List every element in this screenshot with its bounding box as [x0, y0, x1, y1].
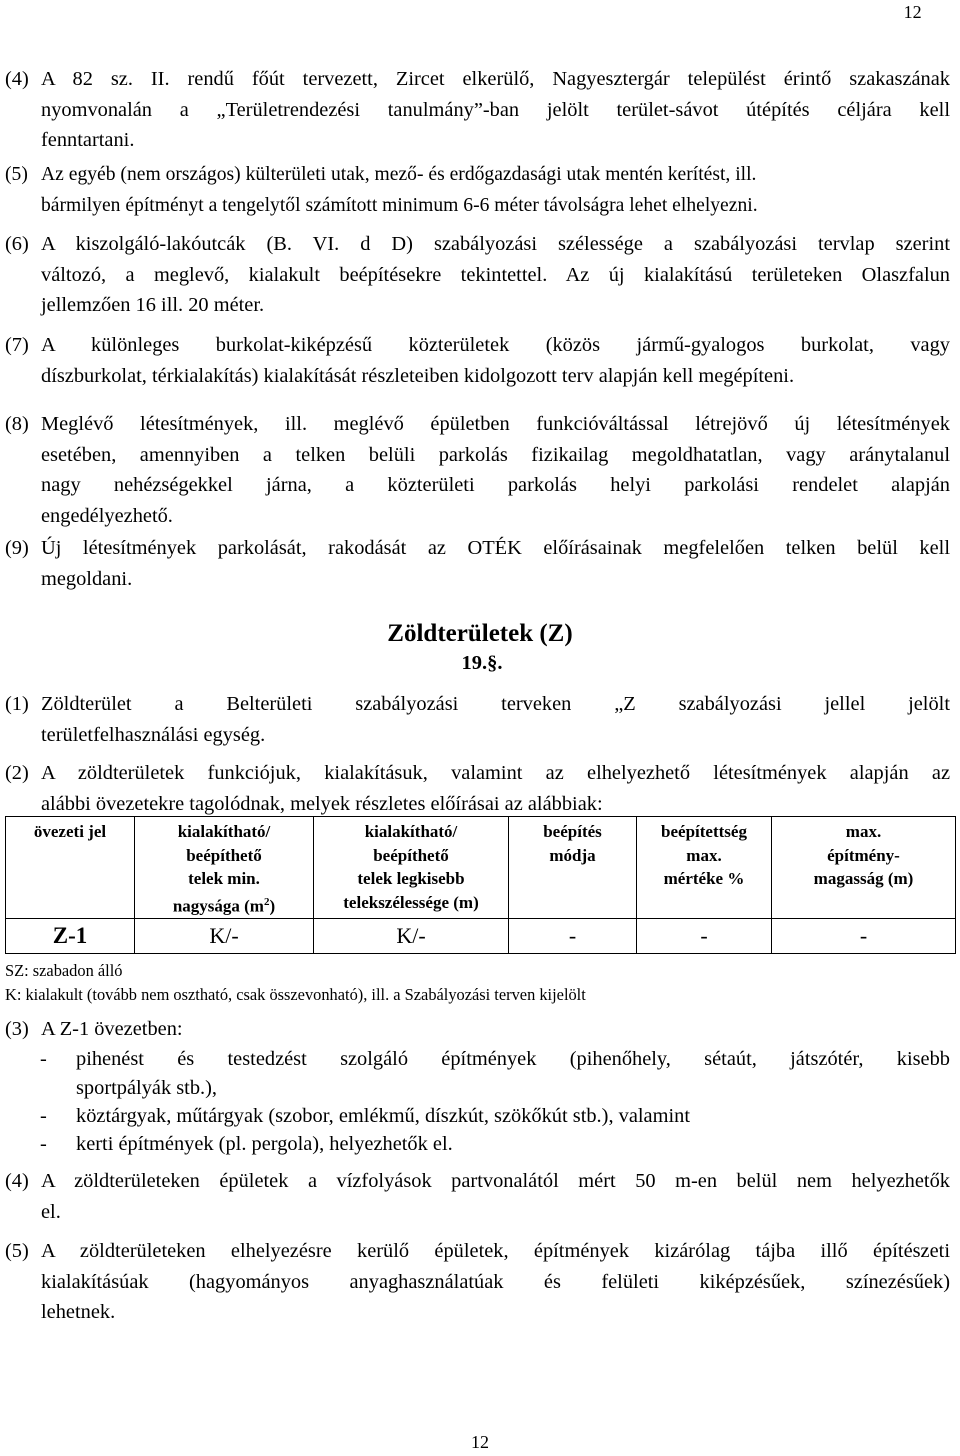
- paragraph-1-green-area: [5, 689, 950, 750]
- header-line: módja: [549, 845, 596, 865]
- list-item: [40, 1130, 950, 1159]
- zone-regulation-table: [5, 816, 956, 954]
- paragraph-number: (6): [5, 233, 29, 255]
- header-zone-code: [6, 817, 135, 919]
- paragraph-2-zones: [5, 758, 950, 819]
- cell-building-mode: -: [509, 918, 637, 953]
- paragraph-7-special-paving: [5, 330, 950, 391]
- paragraph-line: díszburkolat, térkialakítás) kialakítását részleteiben kidolgozott terv alapján kell megépíteni.: [41, 364, 795, 387]
- header-line: telekszélessége (m): [343, 892, 479, 912]
- header-line: beépítettség: [661, 822, 747, 841]
- header-line: [139, 891, 309, 918]
- list-item: [40, 1045, 950, 1102]
- header-min-lot-width: [314, 817, 509, 919]
- paragraph-line: Új létesítmények parkolását, rakodását az OTÉK előírásainak megfelelően telken belül kell: [41, 537, 950, 559]
- page-number-bottom: 12: [471, 1432, 489, 1452]
- header-line: építmény-: [827, 845, 900, 865]
- paragraph-line: Az egyéb (nem országos) külterületi utak, mező- és erdőgazdasági utak mentén kerítést, ill.: [41, 164, 757, 185]
- paragraph-4-watercourse: [5, 1166, 950, 1227]
- table-header-row: [6, 817, 956, 919]
- header-line: kialakítható/: [364, 822, 458, 841]
- paragraph-line: A különleges burkolat-kiképzésű közterületek (közös jármű-gyalogos burkolat, vagy: [41, 334, 950, 356]
- paragraph-number: (4): [5, 68, 29, 90]
- cell-max-height: -: [772, 918, 956, 953]
- header-building-mode: [509, 817, 637, 919]
- paragraph-line: nagy nehézségekkel járna, a közterületi parkolás helyi parkolási rendelet alapján: [41, 474, 950, 496]
- header-max-coverage: [637, 817, 772, 919]
- paragraph-line: A zöldterületek funkciójuk, kialakításuk, valamint az elhelyezhető létesítmények alapján az: [41, 762, 950, 784]
- header-text: ): [269, 896, 276, 916]
- paragraph-3-z1-zone: [5, 1014, 950, 1045]
- paragraph-line: kialakításúak (hagyományos anyaghasználatúak és felületi kiképzésűek, színezésűek): [41, 1270, 950, 1293]
- page-number-top: 12: [903, 2, 922, 22]
- cell-zone-code: Z-1: [6, 918, 135, 953]
- header-line: övezeti jel: [33, 822, 107, 841]
- list-line: pihenést és testedzést szolgáló építmények (pihenőhely, sétaút, játszótér, kisebb: [76, 1048, 950, 1070]
- header-line: max.: [686, 845, 722, 865]
- header-text: nagysága (m: [172, 896, 264, 916]
- paragraph-number: (2): [5, 762, 29, 784]
- paragraph-line: engedélyezhető.: [41, 504, 173, 527]
- paragraph-9-parking-new: [5, 533, 950, 594]
- paragraph-4-road-corridor: [5, 64, 950, 156]
- cell-min-lot-size: K/-: [135, 918, 314, 953]
- paragraph-6-residential-streets: [5, 229, 950, 321]
- header-line: mértéke %: [663, 869, 745, 888]
- header-line: magasság (m): [813, 869, 914, 888]
- paragraph-line: Zöldterület a Belterületi szabályozási terveken „Z szabályozási jellel jelölt: [41, 693, 950, 715]
- header-line: telek min.: [188, 869, 260, 888]
- list-line: kerti építmények (pl. pergola), helyezhetők el.: [76, 1133, 453, 1155]
- cell-max-coverage: -: [637, 918, 772, 953]
- header-line: beépítés: [543, 822, 602, 841]
- paragraph-line: A Z-1 övezetben:: [41, 1018, 183, 1040]
- paragraph-line: jellemzően 16 ill. 20 méter.: [41, 294, 265, 316]
- header-line: max.: [845, 822, 882, 841]
- table-note-k: K: kialakult (tovább nem osztható, csak összevonható), ill. a Szabályozási terven kijelölt: [5, 985, 586, 1004]
- section-title: Zöldterületek (Z): [387, 620, 573, 647]
- list-dash: -: [40, 1105, 47, 1127]
- paragraph-line: esetében, amennyiben a telken belüli parkolás fizikailag megoldhatatlan, vagy aránytalanul: [41, 443, 950, 466]
- paragraph-number: (4): [5, 1170, 29, 1192]
- header-max-height: [772, 817, 956, 919]
- paragraph-number: (7): [5, 334, 29, 356]
- paragraph-line: Meglévő létesítmények, ill. meglévő épületben funkcióváltással létrejövő új létesítmények: [41, 413, 950, 435]
- paragraph-number: (5): [5, 1240, 29, 1262]
- paragraph-line: területfelhasználási egység.: [41, 723, 266, 746]
- paragraph-line: megoldani.: [41, 567, 133, 590]
- list-dash: -: [40, 1048, 47, 1070]
- paragraph-line: A kiszolgáló-lakóutcák (B. VI. d D) szabályozási szélessége a szabályozási tervlap szerint: [41, 233, 950, 255]
- list-dash: -: [40, 1133, 47, 1155]
- list-line: köztárgyak, műtárgyak (szobor, emlékmű, díszkút, szökőkút stb.), valamint: [76, 1105, 690, 1127]
- header-line: beépíthető: [373, 845, 449, 865]
- header-line: telek legkisebb: [357, 869, 465, 888]
- paragraph-line: alábbi övezetekre tagolódnak, melyek részletes előírásai az alábbiak:: [41, 792, 603, 815]
- paragraph-5-architecture: [5, 1236, 950, 1328]
- paragraph-line: lehetnek.: [41, 1301, 116, 1323]
- superscript: 2: [263, 895, 270, 908]
- cell-min-lot-width: K/-: [314, 918, 509, 953]
- paragraph-line: A 82 sz. II. rendű főút tervezett, Zircet elkerülő, Nagyesztergár települést érintő szakaszának: [41, 68, 950, 90]
- paragraph-line: nyomvonalán a „Területrendezési tanulmány”-ban jelölt terület-sávot útépítés céljára kell: [41, 98, 950, 121]
- header-line: beépíthető: [186, 845, 262, 865]
- paragraph-number: (5): [5, 164, 28, 185]
- paragraph-line: el.: [41, 1200, 61, 1223]
- paragraph-number: (9): [5, 537, 29, 559]
- paragraph-number: (8): [5, 413, 29, 435]
- table-row: [6, 918, 956, 953]
- paragraph-5-outer-roads: [5, 160, 950, 221]
- header-line: kialakítható/: [177, 822, 271, 841]
- paragraph-line: változó, a meglevő, kialakult beépítésekre tekintettel. Az új kialakítású területeken Olaszfalun: [41, 263, 950, 286]
- list-line: sportpályák stb.),: [76, 1076, 218, 1099]
- paragraph-line: A zöldterületeken elhelyezésre kerülő épületek, építmények kizárólag tájba illő építészeti: [41, 1240, 950, 1262]
- paragraph-line: bármilyen építményt a tengelytől számított minimum 6-6 méter távolságra lehet elhelyezni.: [41, 194, 758, 216]
- paragraph-line: A zöldterületeken épületek a vízfolyások partvonalától mért 50 m-en belül nem helyezhetők: [41, 1170, 950, 1192]
- list-item: [40, 1102, 950, 1131]
- paragraph-line: fenntartani.: [41, 129, 135, 151]
- paragraph-number: (1): [5, 693, 29, 715]
- header-min-lot-size: [135, 817, 314, 919]
- table-note-sz: SZ: szabadon álló: [5, 961, 123, 980]
- section-number: 19.§.: [461, 652, 503, 674]
- paragraph-number: (3): [5, 1018, 29, 1040]
- paragraph-8-parking-existing: [5, 409, 950, 531]
